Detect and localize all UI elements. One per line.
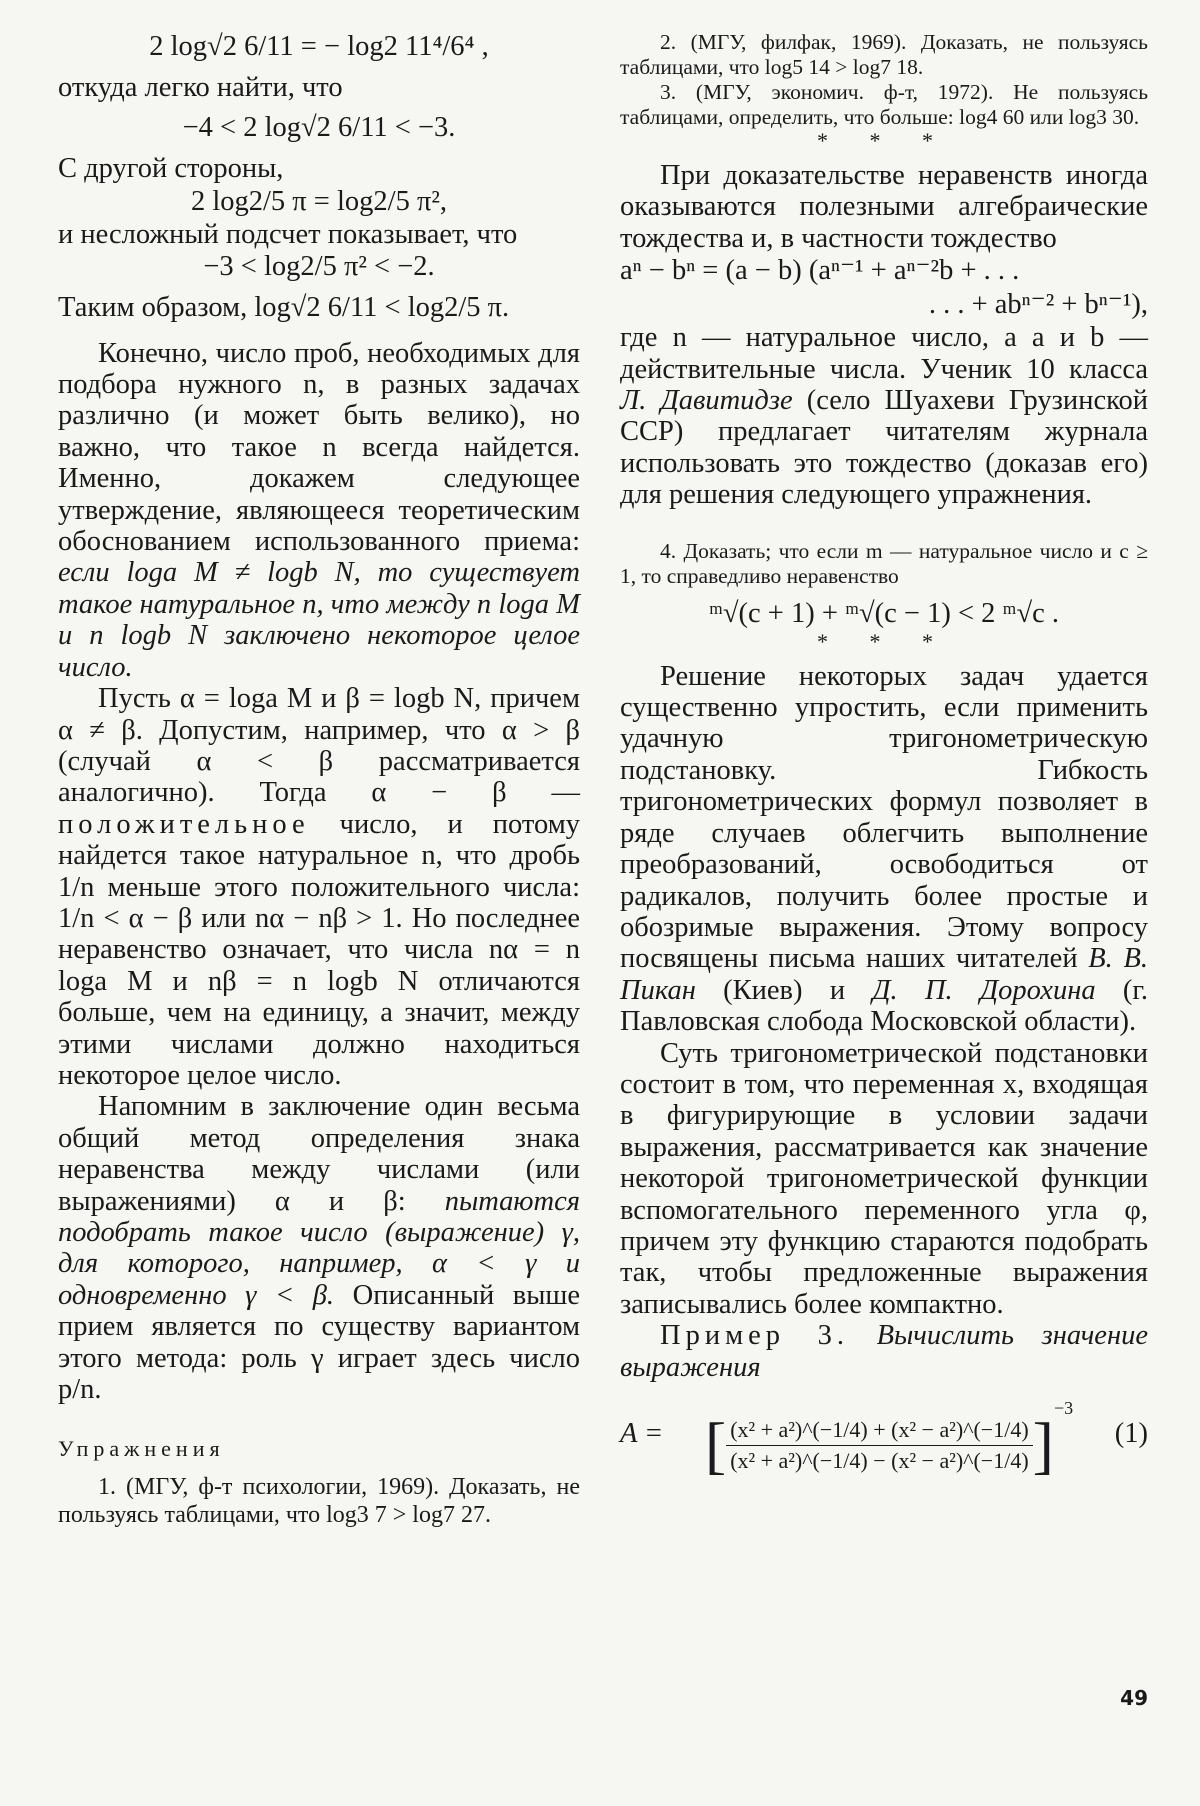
- formula-A-fraction: $\frac{\text{(x² + a²)\textasciicircum{}(−1/4) + (x² − a²)\textasciicircum{}(−1/4)}}{\text{(x² + a²)\textasciicircum{}(−1/4) − (x² − a²)\textasciicircum{}(−1/4)}}$: [726, 1415, 1032, 1476]
- author-davitidze: Л. Давитидзе: [620, 385, 793, 417]
- exercise-4: 4. Доказать; что если m — натуральное число и c ≥ 1, то справедливо неравенство: [620, 538, 1148, 588]
- section-divider-stars-2: * * *: [817, 628, 951, 654]
- author-dorokhina: Д. П. Дорохина: [872, 974, 1096, 1006]
- paragraph-davitidze: где n — натуральное число, а a и b — действительные числа. Ученик 10 класса Л. Давитидзе (село Шуахеви Грузинской ССР) предлагает читателям журнала использовать это тождество (доказав его) для решения следующего упражнения.: [620, 322, 1148, 511]
- paragraph-method: Напомним в заключение один весьма общий метод определения знака неравенства между числами (или выражениями) α и β: пытаются подобрать такое число (выражение) γ, для которого, например, α < γ и одновременно γ < β. Описанный выше прием является по существу вариантом этого метода: роль γ играет здесь число p/n.: [58, 1091, 581, 1406]
- formula-root-inequality: ᵐ√(c + 1) + ᵐ√(c − 1) < 2 ᵐ√c .: [708, 597, 1060, 629]
- left-column: [58, 30, 580, 1529]
- paragraph-konechno: Конечно, число проб, необходимых для подбора нужного n, в разных задачах различно (и может быть велико), но важно, что такое n всегда найдется. Именно, докажем следующее утверждение, являющееся теоретическим обоснованием использованного приема: если loga M ≠ logb N, то существует такое натуральное n, что между n loga M и n logb N заключено некоторое целое число.: [58, 337, 580, 683]
- formula-A: A = [ $\frac{\text{(x² + a²)\textasciicircum{}(−1/4) + (x² − a²)\textasciicircum{}(−1/4)}}{\text{(x² + a²)\textasciicircum{}(−1/4) − (x² − a²)\textasciicircum{}(−1/4)}}]^{-3}$ (1): [620, 1398, 1148, 1481]
- text-takim-obrazom: Таким образом, log√2 6/11 < log2/5 π.: [58, 292, 510, 324]
- section-divider-stars: * * *: [817, 128, 951, 153]
- paragraph-trig-substitution: Решение некоторых задач удается существенно упростить, если применить удачную тригонометрическую подстановку. Гибкость тригонометрических формул позволяет в ряде случаев облегчить выполнение преобразований, освободиться от радикалов, получить более простые и обозримые выражения. Этому вопросу посвящены письма наших читателей В. В. Пикан (Киев) и Д. П. Дорохина (г. Павловская слобода Московской области).: [620, 660, 1148, 1038]
- formula-identity-line2: . . . + abⁿ⁻² + bⁿ⁻¹),: [928, 289, 1148, 321]
- formula-bounds-1: −4 < 2 log√2 6/11 < −3.: [182, 112, 456, 144]
- text-otkuda: откуда легко найти, что: [58, 72, 343, 103]
- theorem-statement: если loga M ≠ logb N, то существует такое натуральное n, что между n loga M и n logb N заключено некоторое целое число.: [58, 557, 580, 683]
- text-podschet: и несложный подсчет показывает, что: [58, 218, 518, 250]
- paragraph-identities: При доказательстве неравенств иногда оказываются полезными алгебраические тождества и, в частности тождество: [620, 160, 1148, 254]
- text-s-drugoy: С другой стороны,: [58, 153, 284, 185]
- formula-bounds-2: −3 < log2/5 π² < −2.: [203, 251, 435, 283]
- exercises-heading: Упражнения: [58, 1436, 225, 1462]
- equation-number: (1): [1114, 1418, 1148, 1450]
- right-column: [620, 30, 1148, 1481]
- method-statement: пытаются подобрать такое число (выражение) γ, для которого, например, α < γ и одновременно γ < β.: [58, 1185, 580, 1311]
- author-pikan: В. В. Пикан: [620, 943, 1148, 1006]
- formula-log-pi: 2 log2/5 π = log2/5 π²,: [190, 185, 448, 217]
- exercise-2: 2. (МГУ, филфак, 1969). Доказать, не пользуясь таблицами, что log5 14 > log7 18.: [620, 30, 1148, 79]
- paragraph-essence: Суть тригонометрической подстановки состоит в том, что переменная x, входящая в фигурирующие в условии задачи выражения, рассматривается как значение некоторой тригонометрической функции вспомогательного переменного угла φ, причем эту функцию стараются подобрать так, чтобы предложенные выражения записывались более компактно.: [620, 1037, 1148, 1320]
- paragraph-proof: Пусть α = loga M и β = logb N, причем α ≠ β. Допустим, например, что α > β (случай α < β рассматривается аналогично). Тогда α − β — положительное число, и потому найдется такое натуральное n, что дробь 1/n меньше этого положительного числа: 1/n < α − β или nα − nβ > 1. Но последнее неравенство означает, что числа nα = n loga M и nβ = n logb N отличаются больше, чем на единицу, а значит, между этими числами должно находиться некоторое целое число.: [58, 683, 580, 1091]
- formula-identity-line1: aⁿ − bⁿ = (a − b) (aⁿ⁻¹ + aⁿ⁻²b + . . .: [620, 255, 1020, 287]
- paragraph-example-3: Пример 3. Вычислить значение выражения: [620, 1320, 1148, 1383]
- page-number: 49: [1120, 1686, 1148, 1710]
- exercise-3: 3. (МГУ, экономич. ф-т, 1972). Не пользуясь таблицами, определить, что больше: log4 60 или log3 30.: [620, 80, 1148, 129]
- exercise-1: 1. (МГУ, ф-т психологии, 1969). Доказать, не пользуясь таблицами, что log3 7 > log7 27.: [58, 1473, 580, 1528]
- formula-log-sqrt2: 2 log√2 6/11 = − log2 11⁴/6⁴ ,: [149, 31, 489, 62]
